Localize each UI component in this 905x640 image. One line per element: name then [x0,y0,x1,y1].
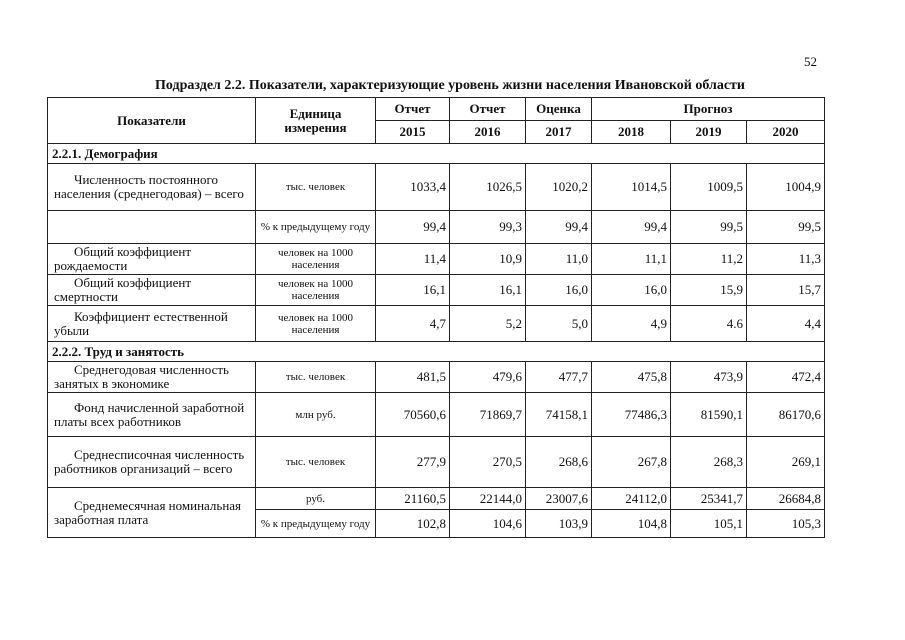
value-cell: 99,4 [592,211,671,244]
value-cell: 1020,2 [526,164,592,211]
value-cell: 11,1 [592,244,671,275]
indicator-cell [48,393,256,437]
header-unit: Единица измерения [256,98,376,144]
value-cell: 1014,5 [592,164,671,211]
indicator-label: Коэффициент естественной убыли [54,308,228,338]
header-year: 2018 [592,121,671,144]
unit-cell: руб. [256,488,376,510]
value-cell: 4.6 [671,306,747,342]
indicator-cell [48,211,256,244]
unit-cell: % к предыдущему году [256,510,376,538]
value-cell: 86170,6 [747,393,825,437]
unit-cell: человек на 1000 населения [256,275,376,306]
value-cell: 11,0 [526,244,592,275]
value-cell: 5,0 [526,306,592,342]
value-cell: 475,8 [592,362,671,393]
table-body [48,144,825,538]
value-cell: 11,3 [747,244,825,275]
section-row [48,342,825,362]
value-cell: 99,4 [526,211,592,244]
value-cell: 99,5 [747,211,825,244]
value-cell: 26684,8 [747,488,825,510]
value-cell: 22144,0 [450,488,526,510]
value-cell: 473,9 [671,362,747,393]
value-cell: 21160,5 [376,488,450,510]
value-cell: 269,1 [747,437,825,488]
table-row [48,437,825,488]
value-cell: 5,2 [450,306,526,342]
page-title: Подраздел 2.2. Показатели, характеризующие уровень жизни населения Ивановской области [155,78,745,93]
value-cell: 4,9 [592,306,671,342]
header-report-1: Отчет [376,98,450,121]
value-cell: 74158,1 [526,393,592,437]
indicator-cell [48,362,256,393]
table-row [48,164,825,211]
value-cell: 70560,6 [376,393,450,437]
value-cell: 16,0 [592,275,671,306]
value-cell: 103,9 [526,510,592,538]
unit-cell: тыс. человек [256,164,376,211]
value-cell: 16,1 [376,275,450,306]
value-cell: 81590,1 [671,393,747,437]
unit-cell: тыс. человек [256,437,376,488]
table-row [48,306,825,342]
living-standards-table [47,97,825,538]
indicator-label: Фонд начисленной заработной платы всех работников [54,399,245,429]
value-cell: 4,7 [376,306,450,342]
indicator-cell [48,437,256,488]
indicator-label: Общий коэффициент рождаемости [54,244,192,273]
value-cell: 268,6 [526,437,592,488]
indicator-cell [48,164,256,211]
value-cell: 481,5 [376,362,450,393]
value-cell: 24112,0 [592,488,671,510]
value-cell: 16,1 [450,275,526,306]
value-cell: 11,4 [376,244,450,275]
value-cell: 23007,6 [526,488,592,510]
indicator-label: Среднемесячная номинальная заработная плата [54,497,242,527]
indicator-cell [48,488,256,538]
indicator-label: Среднегодовая численность занятых в экономике [54,362,229,391]
indicator-cell [48,244,256,275]
header-year: 2019 [671,121,747,144]
value-cell: 16,0 [526,275,592,306]
value-cell: 102,8 [376,510,450,538]
header-year: 2020 [747,121,825,144]
header-year: 2016 [450,121,526,144]
value-cell: 10,9 [450,244,526,275]
value-cell: 268,3 [671,437,747,488]
section-title: 2.2.2. Труд и занятость [48,342,825,362]
value-cell: 472,4 [747,362,825,393]
value-cell: 15,7 [747,275,825,306]
value-cell: 4,4 [747,306,825,342]
table-row [48,244,825,275]
header-forecast: Прогноз [592,98,825,121]
value-cell: 267,8 [592,437,671,488]
indicator-cell [48,306,256,342]
unit-cell: % к предыдущему году [256,211,376,244]
indicator-label: Численность постоянного населения (среднегодовая) – всего [54,172,244,201]
value-cell: 1026,5 [450,164,526,211]
unit-cell: человек на 1000 населения [256,306,376,342]
value-cell: 99,4 [376,211,450,244]
value-cell: 71869,7 [450,393,526,437]
section-title: 2.2.1. Демография [48,144,825,164]
value-cell: 270,5 [450,437,526,488]
table-row [48,362,825,393]
unit-cell: тыс. человек [256,362,376,393]
value-cell: 104,8 [592,510,671,538]
header-report-2: Отчет [450,98,526,121]
page-number: 52 [804,54,817,69]
indicator-cell [48,275,256,306]
table-row [48,393,825,437]
value-cell: 277,9 [376,437,450,488]
value-cell: 105,3 [747,510,825,538]
value-cell: 477,7 [526,362,592,393]
header-indicators: Показатели [48,98,256,144]
table-row [48,488,825,510]
value-cell: 99,5 [671,211,747,244]
value-cell: 104,6 [450,510,526,538]
value-cell: 105,1 [671,510,747,538]
indicator-label: Общий коэффициент смертности [54,275,192,304]
value-cell: 77486,3 [592,393,671,437]
value-cell: 11,2 [671,244,747,275]
value-cell: 1004,9 [747,164,825,211]
value-cell: 15,9 [671,275,747,306]
table-row [48,275,825,306]
value-cell: 25341,7 [671,488,747,510]
section-row [48,144,825,164]
indicator-label: Среднесписочная численность работников организаций – всего [54,447,245,476]
value-cell: 1033,4 [376,164,450,211]
unit-cell: млн руб. [256,393,376,437]
header-year: 2015 [376,121,450,144]
unit-cell: человек на 1000 населения [256,244,376,275]
header-estimate: Оценка [526,98,592,121]
value-cell: 1009,5 [671,164,747,211]
value-cell: 99,3 [450,211,526,244]
table-row [48,211,825,244]
header-year: 2017 [526,121,592,144]
value-cell: 479,6 [450,362,526,393]
